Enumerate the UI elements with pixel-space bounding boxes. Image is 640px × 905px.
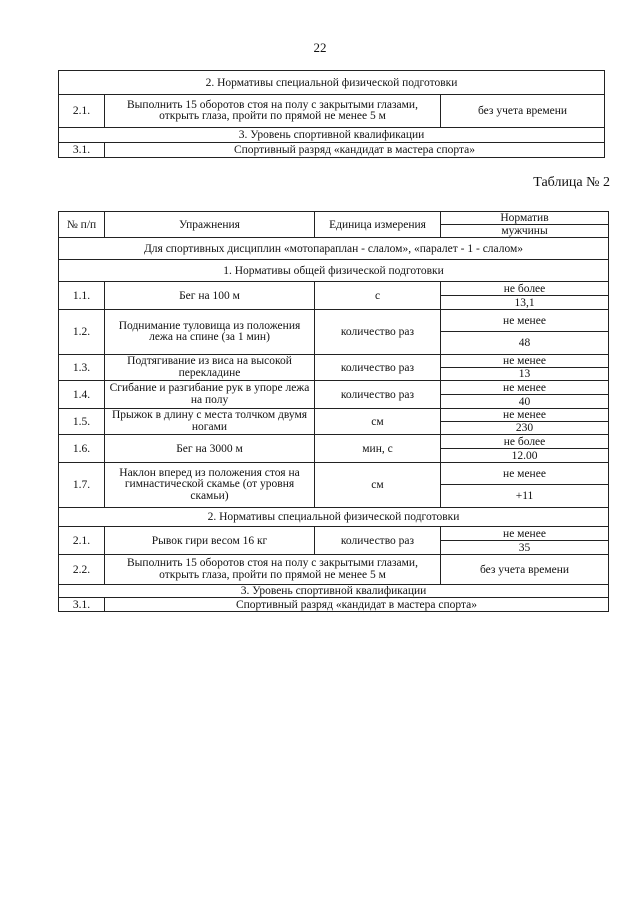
unit-cell: см (315, 463, 441, 508)
norm-value: 40 (441, 395, 609, 409)
norm-value: 13 (441, 368, 609, 381)
row-number: 3.1. (59, 143, 105, 158)
unit-cell: количество раз (315, 355, 441, 381)
unit-cell: мин, с (315, 435, 441, 463)
section-row (59, 508, 609, 527)
table-row (59, 527, 609, 541)
disciplines-row (59, 238, 609, 260)
unit-cell: с (315, 282, 441, 310)
exercise-cell: Поднимание туловища из положения лежа на спине (за 1 мин) (105, 310, 315, 355)
table-row (59, 435, 609, 449)
section-title: 2. Нормативы специальной физической подготовки (59, 508, 609, 527)
norm-value: 13,1 (441, 296, 609, 310)
exercise-cell: Бег на 3000 м (105, 435, 315, 463)
header-unit: Единица измерения (315, 212, 441, 238)
exercise-cell: Наклон вперед из положения стоя на гимнастической скамье (от уровня скамьи) (105, 463, 315, 508)
norm-qualifier: не менее (441, 463, 609, 485)
exercise-cell: Выполнить 15 оборотов стоя на полу с закрытыми глазами, открыть глаза, пройти по прямой не менее 5 м (105, 555, 441, 585)
row-number: 1.1. (59, 282, 105, 310)
qualification-cell: Спортивный разряд «кандидат в мастера спорта» (105, 143, 605, 158)
norm-value: +11 (441, 485, 609, 508)
table-row (59, 598, 609, 612)
norm-value: 12.00 (441, 449, 609, 463)
header-norm: Норматив (441, 212, 609, 225)
row-number: 1.7. (59, 463, 105, 508)
section-row (59, 71, 605, 95)
norm-cell: без учета времени (441, 95, 605, 128)
norm-qualifier: не менее (441, 355, 609, 368)
section-title: 3. Уровень спортивной квалификации (59, 585, 609, 598)
row-number: 1.4. (59, 381, 105, 409)
header-row (59, 212, 609, 225)
table-row (59, 282, 609, 296)
row-number: 1.5. (59, 409, 105, 435)
exercise-cell: Подтягивание из виса на высокой перекладине (105, 355, 315, 381)
norm-qualifier: не менее (441, 310, 609, 332)
norm-qualifier: не менее (441, 381, 609, 395)
header-gender: мужчины (441, 225, 609, 238)
exercise-cell: Бег на 100 м (105, 282, 315, 310)
row-number: 1.6. (59, 435, 105, 463)
section-title: 1. Нормативы общей физической подготовки (59, 260, 609, 282)
norm-cell: без учета времени (441, 555, 609, 585)
row-number: 1.3. (59, 355, 105, 381)
unit-cell: количество раз (315, 527, 441, 555)
norm-value: 48 (441, 332, 609, 355)
page-number: 22 (313, 40, 327, 55)
table-row (59, 95, 605, 128)
unit-cell: количество раз (315, 310, 441, 355)
row-number: 2.2. (59, 555, 105, 585)
norm-qualifier: не менее (441, 409, 609, 422)
exercise-cell: Рывок гири весом 16 кг (105, 527, 315, 555)
section-row (59, 585, 609, 598)
header-exercise: Упражнения (105, 212, 315, 238)
exercise-cell: Выполнить 15 оборотов стоя на полу с закрытыми глазами, открыть глаза, пройти по прямой не менее 5 м (105, 95, 441, 128)
exercise-cell: Сгибание и разгибание рук в упоре лежа на полу (105, 381, 315, 409)
standards-table-continued (58, 70, 605, 158)
norm-qualifier: не более (441, 435, 609, 449)
norm-qualifier: не более (441, 282, 609, 296)
table-row (59, 555, 609, 585)
row-number: 3.1. (59, 598, 105, 612)
disciplines-title: Для спортивных дисциплин «мотопараплан - слалом», «паралет - 1 - слалом» (59, 238, 609, 260)
norm-value: 230 (441, 422, 609, 435)
section-row (59, 260, 609, 282)
table-row (59, 409, 609, 422)
unit-cell: см (315, 409, 441, 435)
norm-value: 35 (441, 541, 609, 555)
exercise-cell: Прыжок в длину с места толчком двумя ногами (105, 409, 315, 435)
row-number: 2.1. (59, 527, 105, 555)
table-row (59, 310, 609, 332)
table-row (59, 463, 609, 485)
table-row (59, 355, 609, 368)
table-row (59, 381, 609, 395)
row-number: 1.2. (59, 310, 105, 355)
section-title: 3. Уровень спортивной квалификации (59, 128, 605, 143)
norm-qualifier: не менее (441, 527, 609, 541)
table-row (59, 143, 605, 158)
section-row (59, 128, 605, 143)
row-number: 2.1. (59, 95, 105, 128)
header-number: № п/п (59, 212, 105, 238)
table-title: Таблица № 2 (533, 175, 610, 190)
qualification-cell: Спортивный разряд «кандидат в мастера спорта» (105, 598, 609, 612)
unit-cell: количество раз (315, 381, 441, 409)
section-title: 2. Нормативы специальной физической подготовки (59, 71, 605, 95)
standards-table-2 (58, 211, 609, 612)
